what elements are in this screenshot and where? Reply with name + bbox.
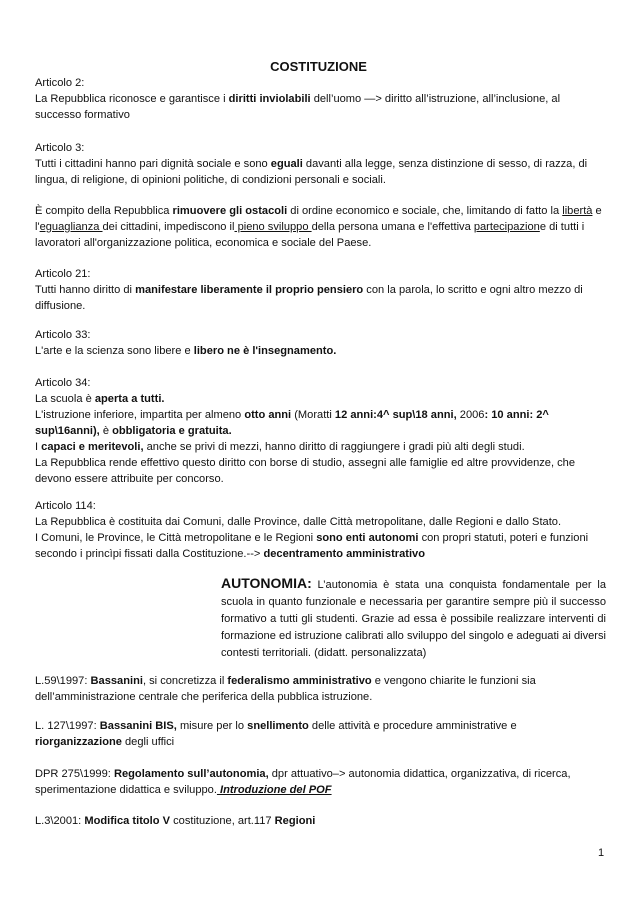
bold-run: diritti inviolabili xyxy=(228,93,311,105)
article-33-heading: Articolo 33: xyxy=(35,329,91,341)
text-run: Tutti i cittadini hanno pari dignità sociale e sono xyxy=(35,158,271,170)
underlined-run: partecipazion xyxy=(473,221,540,233)
autonomia-note xyxy=(221,575,606,662)
bold-run: sono enti autonomi xyxy=(316,532,419,544)
bold-run: obbligatoria e gratuita. xyxy=(112,425,232,437)
text-run: L. 127\1997: xyxy=(35,720,100,732)
bold-run: aperta a tutti. xyxy=(94,393,165,405)
text-run: DPR 275\1999: xyxy=(35,768,114,780)
bold-run: Regolamento sull’autonomia, xyxy=(113,768,269,780)
dpr-275-text xyxy=(35,766,606,798)
article-34 xyxy=(35,375,606,487)
text-run: degli uffici xyxy=(121,736,175,748)
text-run: È compito della Repubblica xyxy=(35,205,173,217)
article-3-paragraph-2 xyxy=(35,203,606,251)
text-run: (Moratti xyxy=(291,409,335,421)
text-run: I Comuni, le Province, le Città metropolitane e le Regioni xyxy=(35,532,317,544)
article-3-text xyxy=(35,156,606,188)
text-run: e di tutti i lavoratori all'organizzazione politica, economica e sociale del Paese. xyxy=(35,221,585,249)
text-run: L.59\1997: xyxy=(35,675,91,687)
underlined-run: eguaglianza xyxy=(39,221,103,233)
text-run: misure per lo xyxy=(176,720,248,732)
article-2-heading: Articolo 2: xyxy=(35,77,85,89)
text-run: L'istruzione inferiore, impartita per almeno xyxy=(35,409,245,421)
law-59-1997 xyxy=(35,673,606,705)
underlined-run: libertà xyxy=(562,205,593,217)
bold-run: riorganizzazione xyxy=(35,736,122,748)
article-114-heading: Articolo 114: xyxy=(35,500,96,512)
bold-run: capaci e meritevoli, xyxy=(41,441,144,453)
article-114-line-1: La Repubblica è costituita dai Comuni, dalle Province, dalle Città metropolitane, dalle Regioni e dallo Stato. xyxy=(35,516,562,528)
article-21-text xyxy=(35,282,606,314)
text-run: con la parola, lo scritto e ogni altro mezzo di diffusione. xyxy=(35,284,583,312)
article-33 xyxy=(35,327,606,359)
text-run: Tutti hanno diritto di xyxy=(35,284,136,296)
text-run: delle attività e procedure amministrative e xyxy=(308,720,517,732)
text-run: 2006 xyxy=(456,409,485,421)
law-127-1997 xyxy=(35,718,606,750)
article-114 xyxy=(35,498,606,562)
bold-run: 12 anni:4^ sup\18 anni, xyxy=(334,409,457,421)
bold-run: otto anni xyxy=(244,409,292,421)
law-127-text xyxy=(35,718,606,750)
page-number: 1 xyxy=(598,847,605,859)
text-run: e l' xyxy=(35,205,602,233)
underlined-run: pieno sviluppo xyxy=(234,221,312,233)
bold-run: manifestare liberamente il proprio pensiero xyxy=(135,284,364,296)
article-34-line-1 xyxy=(35,391,606,407)
text-run: e vengono chiarite le funzioni sia dell’amministrazione centrale che periferica della pubblica istruzione. xyxy=(35,675,536,703)
autonomia-text: L’autonomia è stata una conquista fondamentale per la scuola in quanto funzionale e necessaria per garantire sempre più il successo formativo a tutti gli studenti. Grazie ad essa è possibile realizzare interventi di formazione ed istruzione calibrati allo sviluppo del singolo e adeguati ai diversi contesti territoriali. (didatt. personalizzata) xyxy=(221,579,606,659)
article-33-text xyxy=(35,343,606,359)
bold-run: : 10 anni: 2^ sup\16anni), xyxy=(35,409,549,437)
article-3-heading: Articolo 3: xyxy=(35,142,85,154)
bold-run: Bassanini xyxy=(90,675,143,687)
bold-run: rimuovere gli ostacoli xyxy=(172,205,288,217)
article-34-line-3 xyxy=(35,439,606,455)
article-3-text-2 xyxy=(35,203,606,251)
text-run: I xyxy=(35,441,42,453)
article-21-heading: Articolo 21: xyxy=(35,268,91,280)
bold-run: Regioni xyxy=(274,815,316,827)
text-run: costituzione, art.117 xyxy=(170,815,275,827)
bold-run: eguali xyxy=(270,158,303,170)
page-title: COSTITUZIONE xyxy=(270,59,367,74)
bold-run: snellimento xyxy=(247,720,309,732)
text-run: La Repubblica riconosce e garantisce i xyxy=(35,93,229,105)
article-34-line-2 xyxy=(35,407,606,439)
bold-run: decentramento amministrativo xyxy=(263,548,425,560)
text-run: L.3\2001: xyxy=(35,815,85,827)
text-run: L'arte e la scienza sono libere e xyxy=(35,345,194,357)
bold-run: federalismo amministrativo xyxy=(227,675,372,687)
text-run: dei cittadini, impediscono il xyxy=(102,221,235,233)
article-21 xyxy=(35,266,606,314)
law-3-text xyxy=(35,813,606,829)
text-run: dell’uomo —> diritto all’istruzione, all’inclusione, al successo formativo xyxy=(35,93,561,121)
text-run: anche se privi di mezzi, hanno diritto di raggiungere i gradi più alti degli studi. xyxy=(143,441,525,453)
bold-run: Bassanini BIS, xyxy=(99,720,177,732)
text-run: è xyxy=(99,425,113,437)
article-34-heading: Articolo 34: xyxy=(35,377,91,389)
dpr-275-1999 xyxy=(35,766,606,798)
law-3-2001 xyxy=(35,813,606,829)
article-2 xyxy=(35,75,606,123)
text-run: di ordine economico e sociale, che, limitando di fatto la xyxy=(287,205,563,217)
autonomia-heading: AUTONOMIA: xyxy=(221,575,312,591)
article-3 xyxy=(35,140,606,188)
article-2-text xyxy=(35,91,606,123)
article-34-line-4: La Repubblica rende effettivo questo diritto con borse di studio, assegni alle famiglie ed altre provvidenze, che devono essere attribuite per concorso. xyxy=(35,457,576,485)
text-run: , si concretizza il xyxy=(142,675,228,687)
bold-run: libero ne è l'insegnamento. xyxy=(193,345,337,357)
article-114-line-2 xyxy=(35,530,606,562)
text-run: con propri statuti, poteri e funzioni secondo i princìpi fissati dalla Costituzione.--> xyxy=(35,532,589,560)
text-run: davanti alla legge, senza distinzione di sesso, di razza, di lingua, di religione, di opinioni politiche, di condizioni personali e sociali. xyxy=(35,158,588,186)
law-59-text xyxy=(35,673,606,705)
bold-run: Modifica titolo V xyxy=(84,815,171,827)
text-run: dpr attuativo–> autonomia didattica, organizzativa, di ricerca, sperimentazione didattica e sviluppo. xyxy=(35,768,571,796)
bold-italic-underlined-run: Introduzione del POF xyxy=(216,784,332,796)
text-run: della persona umana e l'effettiva xyxy=(311,221,474,233)
text-run: La scuola è xyxy=(35,393,95,405)
